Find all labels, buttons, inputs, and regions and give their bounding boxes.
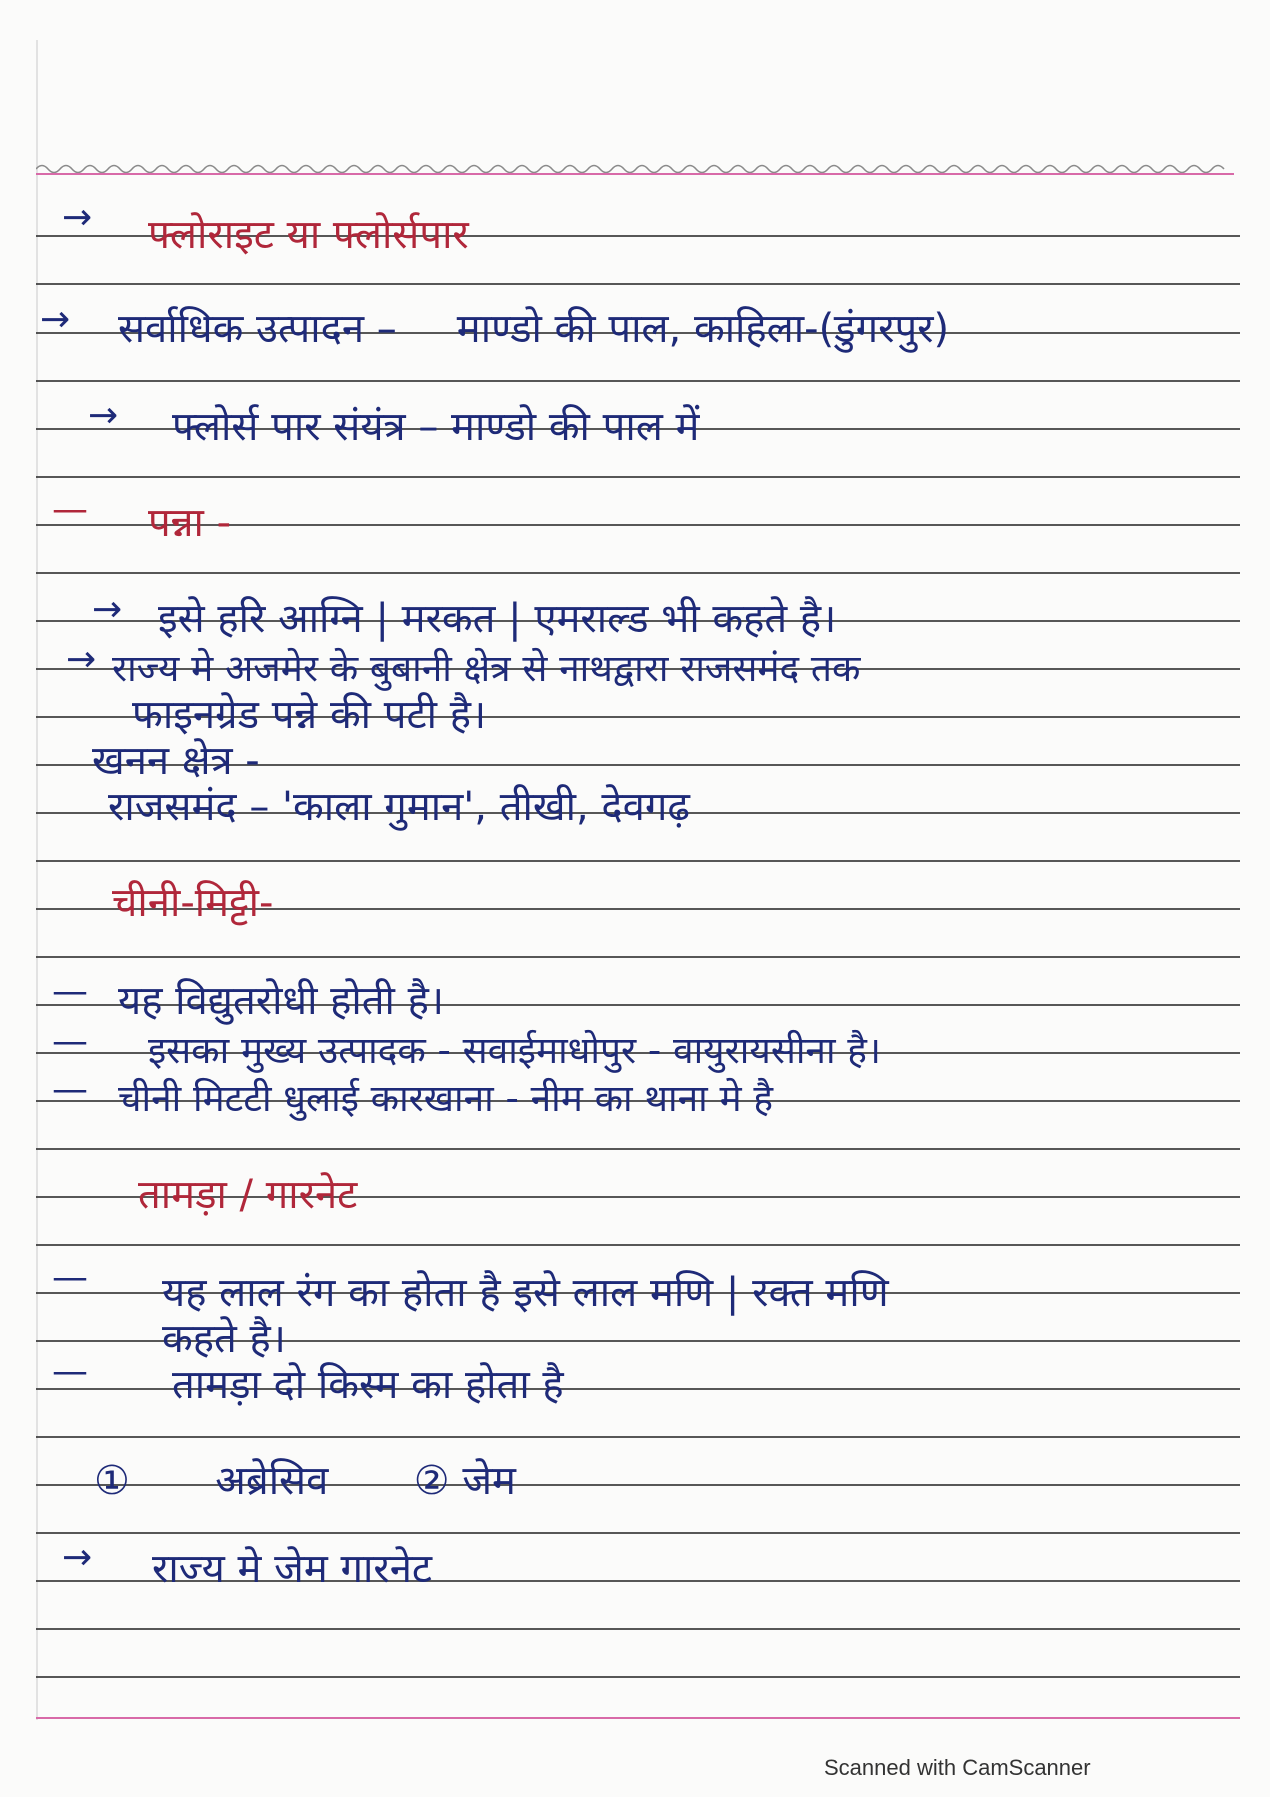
line-main-producer: इसका मुख्य उत्पादक - सवाईमाधोपुर - वायुरायसीना है। <box>148 1029 881 1072</box>
line-garnet-types: तामड़ा दो किस्म का होता है <box>172 1362 564 1408</box>
ruled-line <box>36 1532 1240 1534</box>
decorative-top-border <box>36 162 1234 176</box>
kind-gem: जेम <box>462 1458 516 1504</box>
ruled-line <box>36 1436 1240 1438</box>
max-production-value: माण्डो की पाल, काहिला-(डुंगरपुर) <box>456 306 950 352</box>
ruled-line <box>36 380 1240 382</box>
margin-rule <box>36 40 38 1720</box>
arrow-bullet: → <box>40 299 71 340</box>
arrow-bullet: → <box>62 197 93 238</box>
line-fluorspar-plant: फ्लोर्स पार संयंत्र – माण्डो की पाल में <box>172 404 700 450</box>
line-max-production <box>118 306 949 352</box>
heading-garnet: तामड़ा / गारनेट <box>138 1172 358 1218</box>
arrow-bullet: → <box>88 395 119 436</box>
line-rajsamand: राजसमंद – 'काला गुमान', तीखी, देवगढ़ <box>108 784 690 830</box>
dash-bullet: — <box>52 1021 88 1062</box>
arrow-bullet: → <box>66 639 97 680</box>
dash-bullet: — <box>52 1257 88 1298</box>
dash-bullet: — <box>52 1351 88 1392</box>
line-washing-factory: चीनी मिटटी धुलाई कारखाना - नीम का थाना मे है <box>118 1077 774 1120</box>
heading-fluorite: फ्लोराइट या फ्लोर्सपार <box>148 212 469 258</box>
ruled-line <box>36 1628 1240 1630</box>
camscanner-watermark: Scanned with CamScanner <box>824 1755 1091 1780</box>
line-gem-garnet: राज्य मे जेम गारनेट <box>152 1546 433 1592</box>
ruled-line <box>36 956 1240 958</box>
line-emerald-finegrade: फाइनग्रेड पन्ने की पटी है। <box>132 692 487 738</box>
line-emerald-belt: राज्य मे अजमेर के बुबानी क्षेत्र से नाथद्वारा राजसमंद तक <box>112 647 861 690</box>
dash-bullet: — <box>52 1069 88 1110</box>
bottom-border <box>36 1717 1240 1719</box>
ruled-line <box>36 860 1240 862</box>
ruled-line <box>36 1148 1240 1150</box>
ruled-line <box>36 476 1240 478</box>
ruled-line <box>36 1244 1240 1246</box>
heading-emerald: पन्ना - <box>148 500 232 546</box>
line-garnet-red: यह लाल रंग का होता है इसे लाल मणि | रक्त मणि <box>162 1270 889 1316</box>
ruled-line <box>36 572 1240 574</box>
max-production-label: सर्वाधिक उत्पादन – <box>118 306 397 352</box>
heading-china-clay: चीनी-मिट्टी- <box>112 880 274 926</box>
line-garnet-kinds <box>94 1458 516 1504</box>
number-1-icon: ① <box>94 1458 130 1504</box>
line-mining-area: खनन क्षेत्र - <box>92 738 260 784</box>
arrow-bullet: → <box>62 1537 93 1578</box>
ruled-line <box>36 283 1240 285</box>
line-emerald-names: इसे हरि आग्नि | मरकत | एमराल्ड भी कहते है। <box>158 596 837 642</box>
kind-abrasive: अब्रेसिव <box>215 1458 329 1504</box>
dash-bullet: — <box>52 489 88 530</box>
dash-bullet: — <box>52 971 88 1012</box>
ruled-line <box>36 1676 1240 1678</box>
arrow-bullet: → <box>92 589 123 630</box>
line-insulator: यह विद्युतरोधी होती है। <box>118 978 445 1024</box>
line-garnet-called: कहते है। <box>162 1316 286 1362</box>
number-2-icon: ② <box>413 1458 450 1504</box>
